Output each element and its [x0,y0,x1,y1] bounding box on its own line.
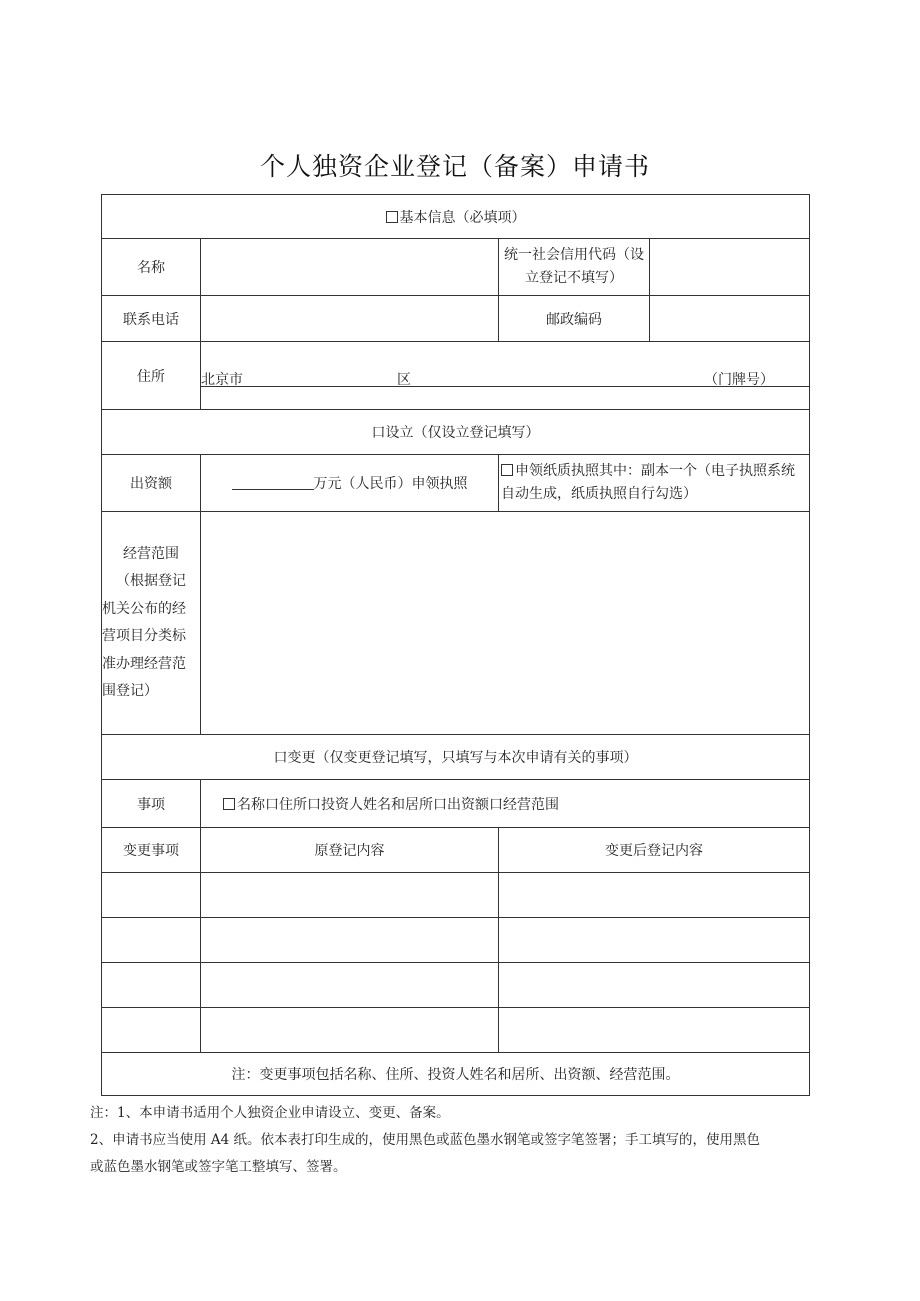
application-form [101,194,810,1096]
basic-info-header-row [102,195,810,239]
change-cell[interactable] [102,918,201,963]
col-original-content: 原登记内容 [201,828,499,873]
change-cell[interactable] [499,1008,810,1053]
footnote-2: 2、申请书应当使用 A4 纸。依本表打印生成的，使用黑色或蓝色墨水钢笔或签字笔签署；手工填写的，使用黑色 [90,1132,761,1148]
address-line-2[interactable] [201,386,809,409]
change-cell[interactable] [201,918,499,963]
phone-field[interactable] [201,296,499,342]
address-line-1[interactable] [201,342,809,386]
capital-amount-blank[interactable] [232,475,314,490]
change-row [102,918,810,963]
paper-license-checkbox[interactable] [501,464,513,476]
change-cell[interactable] [499,963,810,1008]
col-new-content: 变更后登记内容 [499,828,810,873]
change-table-header [102,828,810,873]
address-district: 区 [397,372,411,388]
page-title: 个人独资企业登记（备案）申请书 [259,152,650,181]
basic-info-header: 基本信息（必填项） [102,195,810,239]
change-cell[interactable] [201,1008,499,1053]
setup-header[interactable]: 口设立（仅设立登记填写） [102,410,810,455]
change-row [102,1008,810,1053]
address-number: （门牌号） [704,372,774,388]
footnote-3: 或蓝色墨水钢笔或签字笔工整填写、签署。 [90,1159,347,1175]
change-header[interactable]: 口变更（仅变更登记填写，只填写与本次申请有关的事项） [102,735,810,780]
postcode-field[interactable] [650,296,810,342]
change-cell[interactable] [499,873,810,918]
change-note: 注：变更事项包括名称、住所、投资人姓名和居所、出资额、经营范围。 [102,1053,810,1096]
capital-label: 出资额 [102,455,201,512]
phone-label: 联系电话 [102,296,201,342]
paper-license-option: 申领纸质执照其中：副本一个（电子执照系统 自动生成，纸质执照自行勾选） [499,455,810,512]
change-cell[interactable] [201,873,499,918]
name-field[interactable] [201,239,499,296]
address-field[interactable] [201,342,810,410]
address-row [102,342,810,410]
basic-info-checkbox[interactable] [386,211,398,223]
scope-label: 经营范围 （根据登记 机关公布的经 营项目分类标 准办理经营范 围登记） [102,512,201,735]
footnote-1: 注：1、本申请书适用个人独资企业申请设立、变更、备案。 [90,1105,450,1121]
name-label: 名称 [102,239,201,296]
change-row [102,873,810,918]
name-row [102,239,810,296]
credit-code-label: 统一社会信用代码（设 立登记不填写） [499,239,650,296]
change-cell[interactable] [102,1008,201,1053]
scope-row [102,512,810,735]
change-note-row [102,1053,810,1096]
address-label: 住所 [102,342,201,410]
capital-row [102,455,810,512]
change-items-row [102,780,810,828]
change-cell[interactable] [499,918,810,963]
change-items-label: 事项 [102,780,201,828]
setup-header-row [102,410,810,455]
change-cell[interactable] [201,963,499,1008]
scope-field[interactable] [201,512,810,735]
change-items-options[interactable]: 名称口住所口投资人姓名和居所口出资额口经营范围 [201,780,810,828]
change-row [102,963,810,1008]
address-city: 北京市 [201,372,243,388]
footnotes [90,1100,810,1181]
credit-code-field[interactable] [650,239,810,296]
change-cell[interactable] [102,873,201,918]
phone-row [102,296,810,342]
change-cell[interactable] [102,963,201,1008]
col-change-item: 变更事项 [102,828,201,873]
postcode-label: 邮政编码 [499,296,650,342]
capital-field: 万元（人民币）申领执照 [201,455,499,512]
change-items-checkbox[interactable] [223,798,235,810]
change-header-row [102,735,810,780]
